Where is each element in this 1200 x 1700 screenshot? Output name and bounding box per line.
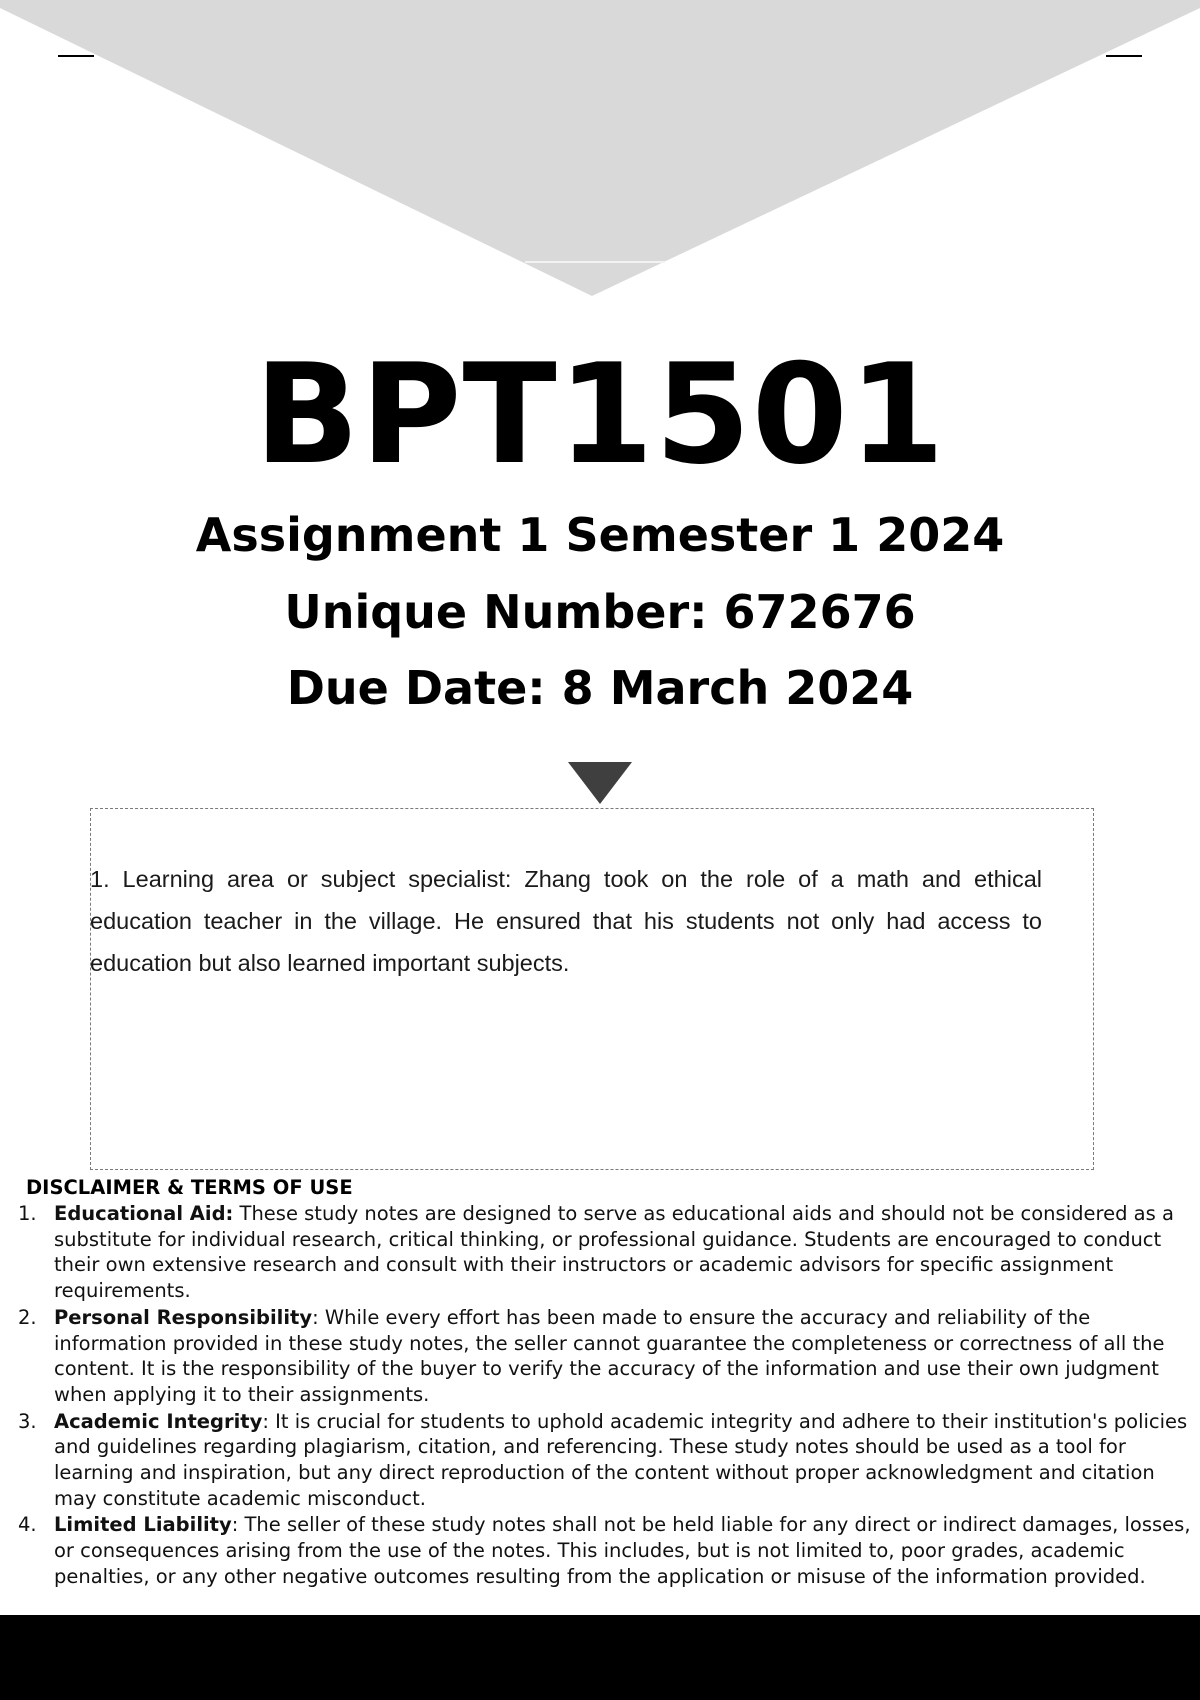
disclaimer-item-heading: Limited Liability: [54, 1513, 232, 1537]
banner-chevron-shape: [0, 0, 1200, 296]
disclaimer-title: DISCLAIMER & TERMS OF USE: [26, 1176, 353, 1199]
disclaimer-item-heading: Personal Responsibility: [54, 1305, 313, 1329]
disclaimer-item: [0, 1201, 1192, 1304]
disclaimer-item-number: 4.: [18, 1513, 37, 1537]
disclaimer-item-body: These study notes are designed to serve as educational aids and should not be considered as a substitute for individual research, critical thinking, or professional guidance. Students are encouraged to conduct their own extensive research and consult with their instructors or academic advisors for specific assignment requirements.: [54, 1202, 1174, 1303]
header-banner-chevron: [0, 0, 1200, 300]
answer-preview-text: 1. Learning area or subject specialist: Zhang took on the role of a math and ethical education teacher in the village. He ensured that his students not only had access to education but also learned important subjects.: [90, 866, 1042, 976]
corner-rule-right: [1106, 55, 1142, 57]
disclaimer-item: [0, 1305, 1192, 1408]
disclaimer-item-number: 2.: [18, 1305, 37, 1329]
course-code-title: BPT1501: [254, 334, 946, 495]
disclaimer-item-body: : While every effort has been made to ensure the accuracy and reliability of the information provided in these study notes, the seller cannot guarantee the completeness or correctness of all the content. It is the responsibility of the buyer to verify the accuracy of the information and use their own judgment when applying it to their assignments.: [54, 1305, 1165, 1406]
disclaimer-item-body: : It is crucial for students to uphold academic integrity and adhere to their institution's policies and guidelines regarding plagiarism, citation, and referencing. These study notes should be used as a tool for learning and inspiration, but any direct reproduction of the content without proper acknowledgment and citation may constitute academic misconduct.: [54, 1409, 1188, 1510]
footer-bar: [0, 1615, 1200, 1700]
corner-rule-left: [58, 55, 94, 57]
disclaimer-item-heading: Academic Integrity: [54, 1409, 263, 1433]
disclaimer-list: [0, 1201, 1192, 1591]
disclaimer-item: [0, 1512, 1192, 1589]
unique-number: Unique Number: 672676: [284, 585, 916, 639]
disclaimer-item: [0, 1409, 1192, 1512]
disclaimer-item-number: 1.: [18, 1202, 37, 1225]
disclaimer-item-number: 3.: [18, 1409, 37, 1433]
disclaimer-item-heading: Educational Aid:: [54, 1202, 234, 1225]
due-date: Due Date: 8 March 2024: [286, 661, 914, 715]
assignment-subtitle: Assignment 1 Semester 1 2024: [195, 508, 1005, 562]
down-arrow-icon: [568, 762, 632, 804]
disclaimer-item-body: : The seller of these study notes shall not be held liable for any direct or indirect damages, losses, or consequences arising from the use of the notes. This includes, but is not limited to, poor grades, academic penalties, or any other negative outcomes resulting from the application or misuse of the information provided.: [54, 1513, 1191, 1588]
